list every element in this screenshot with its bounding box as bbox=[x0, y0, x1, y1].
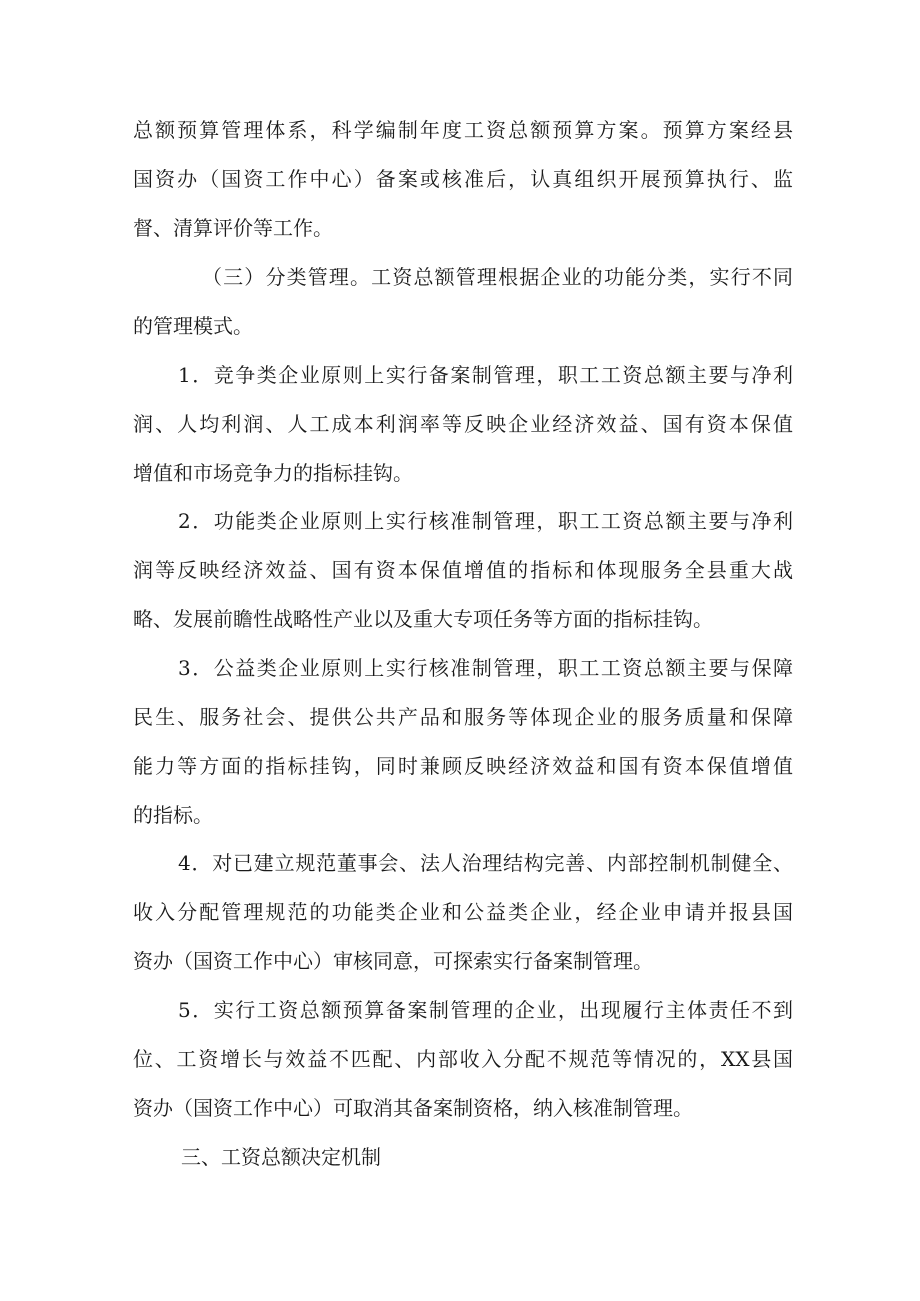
list-item-3-line: 3．公益类企业原则上实行核准制管理，职工工资总额主要与保障 bbox=[178, 656, 793, 680]
paragraph-line: 润、人均利润、人工成本利润率等反映企业经济效益、国有资本保值 bbox=[133, 412, 793, 436]
paragraph-line: 能力等方面的指标挂钩，同时兼顾反映经济效益和国有资本保值增值 bbox=[133, 754, 793, 778]
paragraph-line: 总额预算管理体系，科学编制年度工资总额预算方案。预算方案经县 bbox=[133, 118, 793, 142]
paragraph-line: 的指标。 bbox=[133, 803, 213, 827]
paragraph-line: 润等反映经济效益、国有资本保值增值的指标和体现服务全县重大战 bbox=[133, 558, 793, 582]
paragraph-line: 民生、服务社会、提供公共产品和服务等体现企业的服务质量和保障 bbox=[133, 705, 793, 729]
list-item-5-line: 5．实行工资总额预算备案制管理的企业，出现履行主体责任不到 bbox=[178, 998, 793, 1022]
paragraph-line: 收入分配管理规范的功能类企业和公益类企业，经企业申请并报县国 bbox=[133, 900, 793, 924]
paragraph-line: 位、工资增长与效益不匹配、内部收入分配不规范等情况的，XX县国 bbox=[133, 1047, 793, 1071]
paragraph-line: 资办（国资工作中心）审核同意，可探索实行备案制管理。 bbox=[133, 949, 653, 973]
paragraph-line: 的管理模式。 bbox=[133, 314, 253, 338]
paragraph-line: 增值和市场竞争力的指标挂钩。 bbox=[133, 461, 413, 485]
list-item-4-line: 4．对已建立规范董事会、法人治理结构完善、内部控制机制健全、 bbox=[178, 851, 793, 875]
section-heading-line: （三）分类管理。工资总额管理根据企业的功能分类，实行不同 bbox=[202, 265, 793, 289]
paragraph-line: 略、发展前瞻性战略性产业以及重大专项任务等方面的指标挂钩。 bbox=[133, 607, 713, 631]
paragraph-line: 资办（国资工作中心）可取消其备案制资格，纳入核准制管理。 bbox=[133, 1096, 693, 1120]
paragraph-line: 督、清算评价等工作。 bbox=[133, 216, 333, 240]
list-item-1-line: 1．竞争类企业原则上实行备案制管理，职工工资总额主要与净利 bbox=[178, 363, 793, 387]
list-item-2-line: 2．功能类企业原则上实行核准制管理，职工工资总额主要与净利 bbox=[178, 509, 793, 533]
section-heading: 三、工资总额决定机制 bbox=[181, 1145, 381, 1169]
paragraph-line: 国资办（国资工作中心）备案或核准后，认真组织开展预算执行、监 bbox=[133, 167, 793, 191]
